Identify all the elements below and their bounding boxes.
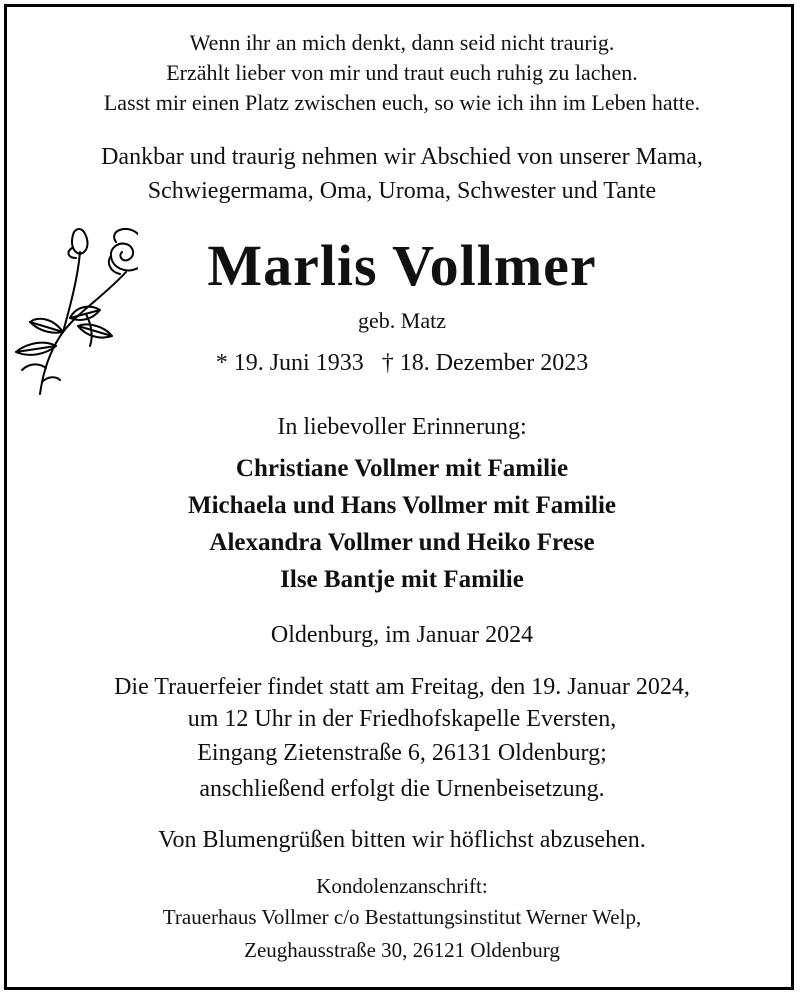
service-line-2: um 12 Uhr in der Friedhofskapelle Eversten, (187, 706, 617, 732)
intro-line-1: Dankbar und traurig nehmen wir Abschied von unserer Mama, (101, 144, 703, 170)
poem-line-1: Wenn ihr an mich denkt, dann seid nicht traurig. (189, 30, 615, 55)
service-line-4: anschließend erfolgt die Urnenbeisetzung. (199, 776, 605, 802)
family-line-4: Ilse Bantje mit Familie (280, 566, 524, 593)
family-line-1: Christiane Vollmer mit Familie (235, 455, 569, 482)
condolence-line-2: Zeughausstraße 30, 26121 Oldenburg (244, 938, 560, 962)
family-line-2: Michaela und Hans Vollmer mit Familie (187, 492, 616, 519)
family-line-3: Alexandra Vollmer und Heiko Frese (209, 529, 595, 556)
condolence-line-1: Trauerhaus Vollmer c/o Bestattungsinstitut Werner Welp, (162, 905, 642, 929)
deceased-name: Marlis Vollmer (207, 233, 597, 298)
condolence-heading: Kondolenzanschrift: (316, 874, 488, 898)
memory-heading: In liebevoller Erinnerung: (277, 414, 527, 440)
birth-name: geb. Matz (358, 308, 446, 333)
poem-line-3: Lasst mir einen Platz zwischen euch, so wie ich ihn im Leben hatte. (103, 90, 701, 115)
intro-line-2: Schwiegermama, Oma, Uroma, Schwester und Tante (147, 178, 657, 204)
service-line-3: Eingang Zietenstraße 6, 26131 Oldenburg; (197, 740, 607, 766)
place-date: Oldenburg, im Januar 2024 (270, 622, 534, 648)
service-line-1: Die Trauerfeier findet statt am Freitag, den 19. Januar 2024, (114, 674, 690, 700)
life-dates: * 19. Juni 1933 † 18. Dezember 2023 (215, 350, 589, 376)
poem-line-2: Erzählt lieber von mir und traut euch ruhig zu lachen. (166, 60, 638, 85)
flowers-note: Von Blumengrüßen bitten wir höflichst abzusehen. (158, 827, 646, 853)
